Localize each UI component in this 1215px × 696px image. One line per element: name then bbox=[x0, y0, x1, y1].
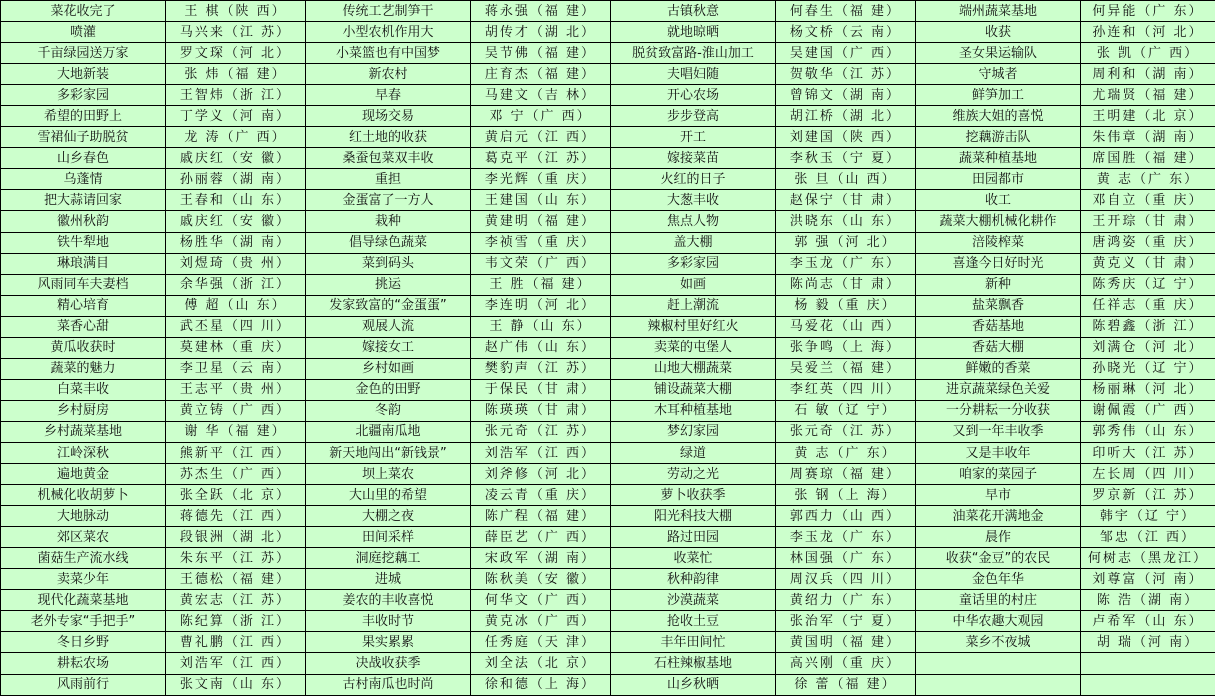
author-cell: 胡传才（湖 北） bbox=[471, 22, 611, 43]
title-cell: 新天地闯出“新钱景” bbox=[306, 442, 471, 463]
table-row bbox=[1, 127, 1215, 148]
title-cell: 石柱辣椒基地 bbox=[611, 653, 776, 674]
title-cell: 菌菇生产流水线 bbox=[1, 548, 166, 569]
table-row bbox=[1, 190, 1215, 211]
title-cell: 菜花收完了 bbox=[1, 1, 166, 22]
author-cell: 胡江桥（湖 北） bbox=[776, 106, 916, 127]
title-cell: 收菜忙 bbox=[611, 548, 776, 569]
table-row bbox=[1, 1, 1215, 22]
author-cell: 尤瑞贤（福 建） bbox=[1081, 85, 1215, 106]
title-cell: 火红的日子 bbox=[611, 169, 776, 190]
author-cell bbox=[1081, 653, 1215, 674]
author-cell: 刘建国（陕 西） bbox=[776, 127, 916, 148]
author-cell: 蒋永强（福 建） bbox=[471, 1, 611, 22]
title-cell: 蔬菜种植基地 bbox=[916, 148, 1081, 169]
author-cell: 傅 超（山 东） bbox=[166, 295, 306, 316]
table-row bbox=[1, 653, 1215, 674]
author-cell: 张元奇（江 苏） bbox=[776, 421, 916, 442]
title-cell: 耕耘农场 bbox=[1, 653, 166, 674]
title-cell: 传统工艺制笋干 bbox=[306, 1, 471, 22]
author-cell: 葛克平（江 苏） bbox=[471, 148, 611, 169]
author-cell: 陈碧鑫（浙 江） bbox=[1081, 316, 1215, 337]
author-cell: 龙 涛（广 西） bbox=[166, 127, 306, 148]
author-cell: 黄启元（江 西） bbox=[471, 127, 611, 148]
title-cell: 洞庭挖藕工 bbox=[306, 548, 471, 569]
title-cell bbox=[916, 674, 1081, 696]
author-cell: 王春和（山 东） bbox=[166, 190, 306, 211]
author-cell: 刘尊富（河 南） bbox=[1081, 569, 1215, 590]
title-cell: 圣女果运输队 bbox=[916, 43, 1081, 64]
author-cell: 高兴刚（重 庆） bbox=[776, 653, 916, 674]
author-cell: 左长周（四 川） bbox=[1081, 464, 1215, 485]
table-row bbox=[1, 442, 1215, 463]
author-cell: 于保民（甘 肃） bbox=[471, 379, 611, 400]
title-cell: 卖菜少年 bbox=[1, 569, 166, 590]
title-cell: 秋种韵律 bbox=[611, 569, 776, 590]
author-cell: 马建文（吉 林） bbox=[471, 85, 611, 106]
author-cell: 朱东平（江 苏） bbox=[166, 548, 306, 569]
author-cell: 邹忠（江 西） bbox=[1081, 527, 1215, 548]
author-cell: 张 凯（广 西） bbox=[1081, 43, 1215, 64]
title-cell: 古村南瓜也时尚 bbox=[306, 674, 471, 696]
title-cell: 郊区菜农 bbox=[1, 527, 166, 548]
author-cell: 洪晓东（山 东） bbox=[776, 211, 916, 232]
title-cell: 机械化收胡萝卜 bbox=[1, 485, 166, 506]
title-cell: 新种 bbox=[916, 274, 1081, 295]
table-row bbox=[1, 548, 1215, 569]
table-row bbox=[1, 506, 1215, 527]
title-cell: 晨作 bbox=[916, 527, 1081, 548]
title-cell: 果实累累 bbox=[306, 632, 471, 653]
title-cell: 琳琅满目 bbox=[1, 253, 166, 274]
title-cell: 现代化蔬菜基地 bbox=[1, 590, 166, 611]
author-cell: 马爱花（山 西） bbox=[776, 316, 916, 337]
table-row bbox=[1, 232, 1215, 253]
title-cell: 大葱丰收 bbox=[611, 190, 776, 211]
title-cell: 香菇基地 bbox=[916, 316, 1081, 337]
title-cell: 发家致富的“金蛋蛋” bbox=[306, 295, 471, 316]
table-row bbox=[1, 400, 1215, 421]
title-cell: 挑运 bbox=[306, 274, 471, 295]
title-cell: 油菜花开满地金 bbox=[916, 506, 1081, 527]
author-cell: 李秋玉（宁 夏） bbox=[776, 148, 916, 169]
author-cell: 何华文（广 西） bbox=[471, 590, 611, 611]
author-cell: 陈秋美（安 徽） bbox=[471, 569, 611, 590]
title-cell: 卖菜的屯堡人 bbox=[611, 337, 776, 358]
title-cell: 木耳种植基地 bbox=[611, 400, 776, 421]
table-row bbox=[1, 632, 1215, 653]
title-cell: 沙漠蔬菜 bbox=[611, 590, 776, 611]
title-cell: 冬韵 bbox=[306, 400, 471, 421]
author-cell: 郭西力（山 西） bbox=[776, 506, 916, 527]
author-cell: 谢佩霞（广 西） bbox=[1081, 400, 1215, 421]
author-cell: 王 棋（陕 西） bbox=[166, 1, 306, 22]
author-cell: 王德松（福 建） bbox=[166, 569, 306, 590]
title-cell: 倡导绿色蔬菜 bbox=[306, 232, 471, 253]
title-cell: 开心农场 bbox=[611, 85, 776, 106]
title-cell: 抢收土豆 bbox=[611, 611, 776, 632]
author-cell: 郭 强（河 北） bbox=[776, 232, 916, 253]
author-cell: 韩宇（辽 宁） bbox=[1081, 506, 1215, 527]
author-cell: 张 炜（福 建） bbox=[166, 64, 306, 85]
title-cell: 赶上潮流 bbox=[611, 295, 776, 316]
author-cell: 张 钢（上 海） bbox=[776, 485, 916, 506]
author-cell: 杨文桥（云 南） bbox=[776, 22, 916, 43]
author-cell: 蒋德先（江 西） bbox=[166, 506, 306, 527]
title-cell: 观展人流 bbox=[306, 316, 471, 337]
title-cell: 金蛋富了一方人 bbox=[306, 190, 471, 211]
author-cell: 周汉兵（四 川） bbox=[776, 569, 916, 590]
title-cell: 北疆南瓜地 bbox=[306, 421, 471, 442]
title-cell: 白菜丰收 bbox=[1, 379, 166, 400]
author-cell: 熊新平（江 西） bbox=[166, 442, 306, 463]
title-cell: 风雨同车夫妻档 bbox=[1, 274, 166, 295]
author-cell: 何树志（黑龙江） bbox=[1081, 548, 1215, 569]
author-cell: 李祯雪（重 庆） bbox=[471, 232, 611, 253]
author-cell: 吴建国（广 西） bbox=[776, 43, 916, 64]
title-cell: 雪裙仙子助脱贫 bbox=[1, 127, 166, 148]
title-cell: 大棚之夜 bbox=[306, 506, 471, 527]
title-cell: 乡村蔬菜基地 bbox=[1, 421, 166, 442]
table-row bbox=[1, 379, 1215, 400]
author-cell: 孙晓光（辽 宁） bbox=[1081, 358, 1215, 379]
author-cell: 吴节佛（福 建） bbox=[471, 43, 611, 64]
title-cell: 童话里的村庄 bbox=[916, 590, 1081, 611]
title-cell: 风雨前行 bbox=[1, 674, 166, 696]
title-cell: 山乡春色 bbox=[1, 148, 166, 169]
author-cell: 刘浩军（江 西） bbox=[471, 442, 611, 463]
title-cell: 徽州秋韵 bbox=[1, 211, 166, 232]
title-cell: 红土地的收获 bbox=[306, 127, 471, 148]
author-cell: 王开琮（甘 肃） bbox=[1081, 211, 1215, 232]
title-cell: 小型农机作用大 bbox=[306, 22, 471, 43]
author-cell: 周赛琼（福 建） bbox=[776, 464, 916, 485]
author-cell: 张全跃（北 京） bbox=[166, 485, 306, 506]
author-cell: 印听大（江 苏） bbox=[1081, 442, 1215, 463]
title-cell: 桑蚕包菜双丰收 bbox=[306, 148, 471, 169]
title-cell: 早春 bbox=[306, 85, 471, 106]
author-cell: 李玉龙（广 东） bbox=[776, 253, 916, 274]
author-cell: 刘浩军（江 西） bbox=[166, 653, 306, 674]
author-cell: 张文南（山 东） bbox=[166, 674, 306, 696]
title-cell: 鲜嫩的香菜 bbox=[916, 358, 1081, 379]
author-cell: 刘全法（北 京） bbox=[471, 653, 611, 674]
author-cell: 张 旦（山 西） bbox=[776, 169, 916, 190]
title-cell: 现场交易 bbox=[306, 106, 471, 127]
author-cell: 陈广程（福 建） bbox=[471, 506, 611, 527]
table-row bbox=[1, 485, 1215, 506]
title-cell: 盐菜飘香 bbox=[916, 295, 1081, 316]
title-cell: 大地新装 bbox=[1, 64, 166, 85]
author-cell: 李连明（河 北） bbox=[471, 295, 611, 316]
author-cell: 曹礼鹏（江 西） bbox=[166, 632, 306, 653]
author-cell: 徐 蕾（福 建） bbox=[776, 674, 916, 696]
title-cell: 如画 bbox=[611, 274, 776, 295]
table-row bbox=[1, 43, 1215, 64]
author-cell: 丁学义（河 南） bbox=[166, 106, 306, 127]
title-cell: 丰收时节 bbox=[306, 611, 471, 632]
author-cell: 黄克义（甘 肃） bbox=[1081, 253, 1215, 274]
title-cell: 涪陵榨菜 bbox=[916, 232, 1081, 253]
title-cell: 新农村 bbox=[306, 64, 471, 85]
table-row bbox=[1, 85, 1215, 106]
title-cell: 一分耕耘一分收获 bbox=[916, 400, 1081, 421]
author-cell: 王 胜（福 建） bbox=[471, 274, 611, 295]
table-row bbox=[1, 421, 1215, 442]
title-cell: 蔬菜的魅力 bbox=[1, 358, 166, 379]
table-row bbox=[1, 569, 1215, 590]
author-cell: 王志平（贵 州） bbox=[166, 379, 306, 400]
title-cell: 又到一年丰收季 bbox=[916, 421, 1081, 442]
author-cell: 黄宏志（江 苏） bbox=[166, 590, 306, 611]
author-cell: 庄育杰（福 建） bbox=[471, 64, 611, 85]
author-cell: 杨丽琳（河 北） bbox=[1081, 379, 1215, 400]
title-cell: 中华农趣大观园 bbox=[916, 611, 1081, 632]
author-cell: 李玉龙（广 东） bbox=[776, 527, 916, 548]
title-cell: 收工 bbox=[916, 190, 1081, 211]
author-cell: 黄 志（广 东） bbox=[776, 442, 916, 463]
title-cell: 收获“金豆”的农民 bbox=[916, 548, 1081, 569]
author-cell: 罗文琛（河 北） bbox=[166, 43, 306, 64]
author-cell: 杨 毅（重 庆） bbox=[776, 295, 916, 316]
author-cell: 邓 宁（广 西） bbox=[471, 106, 611, 127]
author-cell: 王建国（山 东） bbox=[471, 190, 611, 211]
author-cell: 何春生（福 建） bbox=[776, 1, 916, 22]
author-cell: 吴爱兰（福 建） bbox=[776, 358, 916, 379]
table-row bbox=[1, 295, 1215, 316]
author-cell: 唐鸿姿（重 庆） bbox=[1081, 232, 1215, 253]
author-cell: 黄建明（福 建） bbox=[471, 211, 611, 232]
table-row bbox=[1, 211, 1215, 232]
author-cell: 任祥志（重 庆） bbox=[1081, 295, 1215, 316]
title-cell: 多彩家园 bbox=[1, 85, 166, 106]
author-cell: 贺敬华（江 苏） bbox=[776, 64, 916, 85]
author-cell: 罗京新（江 苏） bbox=[1081, 485, 1215, 506]
author-cell: 薛臣艺（广 西） bbox=[471, 527, 611, 548]
title-cell: 遍地黄金 bbox=[1, 464, 166, 485]
title-cell: 进城 bbox=[306, 569, 471, 590]
title-cell: 精心培育 bbox=[1, 295, 166, 316]
title-cell: 焦点人物 bbox=[611, 211, 776, 232]
author-cell: 王 静（山 东） bbox=[471, 316, 611, 337]
title-cell: 黄瓜收获时 bbox=[1, 337, 166, 358]
author-cell: 韦文荣（广 西） bbox=[471, 253, 611, 274]
title-cell: 脱贫致富路-淮山加工 bbox=[611, 43, 776, 64]
title-cell: 进京蔬菜绿色关爱 bbox=[916, 379, 1081, 400]
title-cell: 千亩绿园送万家 bbox=[1, 43, 166, 64]
author-cell: 孙连和（河 北） bbox=[1081, 22, 1215, 43]
title-cell: 把大蒜请回家 bbox=[1, 190, 166, 211]
title-cell: 决战收获季 bbox=[306, 653, 471, 674]
title-cell: 绿道 bbox=[611, 442, 776, 463]
author-cell: 席国胜（福 建） bbox=[1081, 148, 1215, 169]
table-row bbox=[1, 169, 1215, 190]
title-cell: 江岭深秋 bbox=[1, 442, 166, 463]
author-cell: 卢希军（山 东） bbox=[1081, 611, 1215, 632]
title-cell: 劳动之光 bbox=[611, 464, 776, 485]
table-row bbox=[1, 337, 1215, 358]
author-cell: 段银洲（湖 北） bbox=[166, 527, 306, 548]
author-cell: 黄克冰（广 西） bbox=[471, 611, 611, 632]
author-cell: 曾锦文（湖 南） bbox=[776, 85, 916, 106]
author-cell: 林国强（广 东） bbox=[776, 548, 916, 569]
author-cell: 赵广伟（山 东） bbox=[471, 337, 611, 358]
author-cell: 黄国明（福 建） bbox=[776, 632, 916, 653]
author-cell: 刘斧修（河 北） bbox=[471, 464, 611, 485]
author-cell: 莫建林（重 庆） bbox=[166, 337, 306, 358]
author-cell: 李卫星（云 南） bbox=[166, 358, 306, 379]
title-cell: 田园都市 bbox=[916, 169, 1081, 190]
author-cell: 赵保宁（甘 肃） bbox=[776, 190, 916, 211]
title-cell: 乌蓬情 bbox=[1, 169, 166, 190]
author-cell: 陈秀庆（辽 宁） bbox=[1081, 274, 1215, 295]
title-cell: 菜乡不夜城 bbox=[916, 632, 1081, 653]
title-cell: 铺设蔬菜大棚 bbox=[611, 379, 776, 400]
title-cell: 路过田园 bbox=[611, 527, 776, 548]
title-cell: 就地晾晒 bbox=[611, 22, 776, 43]
title-cell: 丰年田间忙 bbox=[611, 632, 776, 653]
title-cell: 栽种 bbox=[306, 211, 471, 232]
table-row bbox=[1, 316, 1215, 337]
title-cell: 姜农的丰收喜悦 bbox=[306, 590, 471, 611]
table-row bbox=[1, 22, 1215, 43]
author-cell: 杨胜华（湖 南） bbox=[166, 232, 306, 253]
author-cell: 陈瑛瑛（甘 肃） bbox=[471, 400, 611, 421]
title-cell: 盖大棚 bbox=[611, 232, 776, 253]
table-row bbox=[1, 590, 1215, 611]
author-cell: 刘满仓（河 北） bbox=[1081, 337, 1215, 358]
author-cell: 戚庆红（安 徽） bbox=[166, 211, 306, 232]
title-cell: 喜逢今日好时光 bbox=[916, 253, 1081, 274]
author-cell: 黄立铸（广 西） bbox=[166, 400, 306, 421]
title-cell: 咱家的菜园子 bbox=[916, 464, 1081, 485]
table-row bbox=[1, 253, 1215, 274]
table-row bbox=[1, 274, 1215, 295]
title-cell: 维族大姐的喜悦 bbox=[916, 106, 1081, 127]
author-cell: 凌云青（重 庆） bbox=[471, 485, 611, 506]
author-cell: 苏杰生（广 西） bbox=[166, 464, 306, 485]
table-row bbox=[1, 106, 1215, 127]
title-cell: 阳光科技大棚 bbox=[611, 506, 776, 527]
title-cell: 冬日乡野 bbox=[1, 632, 166, 653]
author-cell: 余华强（浙 江） bbox=[166, 274, 306, 295]
author-cell: 樊豹声（江 苏） bbox=[471, 358, 611, 379]
author-cell: 宋政军（湖 南） bbox=[471, 548, 611, 569]
author-cell: 王智炜（浙 江） bbox=[166, 85, 306, 106]
author-cell: 孙丽蓉（湖 南） bbox=[166, 169, 306, 190]
title-cell: 挖藕游击队 bbox=[916, 127, 1081, 148]
title-cell: 金色的田野 bbox=[306, 379, 471, 400]
title-cell: 铁牛犁地 bbox=[1, 232, 166, 253]
title-cell: 大山里的希望 bbox=[306, 485, 471, 506]
table-row bbox=[1, 527, 1215, 548]
title-cell: 坝上菜农 bbox=[306, 464, 471, 485]
author-cell: 武丕星（四 川） bbox=[166, 316, 306, 337]
author-cell: 张治军（宁 夏） bbox=[776, 611, 916, 632]
title-cell: 萝卜收获季 bbox=[611, 485, 776, 506]
author-cell: 戚庆红（安 徽） bbox=[166, 148, 306, 169]
title-cell: 喷灌 bbox=[1, 22, 166, 43]
table-row bbox=[1, 464, 1215, 485]
author-cell: 邓自立（重 庆） bbox=[1081, 190, 1215, 211]
author-cell: 黄 志（广 东） bbox=[1081, 169, 1215, 190]
author-cell: 何异能（广 东） bbox=[1081, 1, 1215, 22]
title-cell: 蔬菜大棚机械化耕作 bbox=[916, 211, 1081, 232]
author-cell: 刘煜琦（贵 州） bbox=[166, 253, 306, 274]
author-cell: 陈尚志（甘 肃） bbox=[776, 274, 916, 295]
author-cell: 李光辉（重 庆） bbox=[471, 169, 611, 190]
title-cell: 菜到码头 bbox=[306, 253, 471, 274]
author-cell: 陈纪算（浙 江） bbox=[166, 611, 306, 632]
title-cell: 大地脉动 bbox=[1, 506, 166, 527]
title-cell: 老外专家“手把手” bbox=[1, 611, 166, 632]
author-cell: 朱伟章（湖 南） bbox=[1081, 127, 1215, 148]
author-cell: 谢 华（福 建） bbox=[166, 421, 306, 442]
title-cell bbox=[916, 653, 1081, 674]
title-cell: 嫁接菜苗 bbox=[611, 148, 776, 169]
title-cell: 端州蔬菜基地 bbox=[916, 1, 1081, 22]
title-cell: 步步登高 bbox=[611, 106, 776, 127]
title-cell: 小菜篮也有中国梦 bbox=[306, 43, 471, 64]
title-cell: 重担 bbox=[306, 169, 471, 190]
title-cell: 希望的田野上 bbox=[1, 106, 166, 127]
title-cell: 鲜笋加工 bbox=[916, 85, 1081, 106]
author-cell: 陈 浩（湖 南） bbox=[1081, 590, 1215, 611]
table-body bbox=[1, 1, 1215, 696]
table-row bbox=[1, 358, 1215, 379]
title-cell: 乡村如画 bbox=[306, 358, 471, 379]
author-cell: 胡 瑞（河 南） bbox=[1081, 632, 1215, 653]
author-cell: 王明建（北 京） bbox=[1081, 106, 1215, 127]
title-cell: 香菇大棚 bbox=[916, 337, 1081, 358]
table-row bbox=[1, 148, 1215, 169]
author-cell: 马兴来（江 苏） bbox=[166, 22, 306, 43]
title-cell: 金色年华 bbox=[916, 569, 1081, 590]
title-cell: 又是丰收年 bbox=[916, 442, 1081, 463]
title-cell: 多彩家园 bbox=[611, 253, 776, 274]
author-cell: 任秀庭（天 津） bbox=[471, 632, 611, 653]
table-row bbox=[1, 611, 1215, 632]
author-cell: 张元奇（江 苏） bbox=[471, 421, 611, 442]
author-cell: 郭秀伟（山 东） bbox=[1081, 421, 1215, 442]
author-cell: 周利和（湖 南） bbox=[1081, 64, 1215, 85]
author-cell: 徐和德（上 海） bbox=[471, 674, 611, 696]
title-cell: 山乡秋晒 bbox=[611, 674, 776, 696]
title-cell: 夫唱妇随 bbox=[611, 64, 776, 85]
title-cell: 早市 bbox=[916, 485, 1081, 506]
author-cell: 李红英（四 川） bbox=[776, 379, 916, 400]
author-cell: 黄绍力（广 东） bbox=[776, 590, 916, 611]
table-row bbox=[1, 674, 1215, 696]
title-cell: 开工 bbox=[611, 127, 776, 148]
title-cell: 守城者 bbox=[916, 64, 1081, 85]
title-cell: 乡村厨房 bbox=[1, 400, 166, 421]
title-cell: 辣椒村里好红火 bbox=[611, 316, 776, 337]
author-cell: 石 敏（辽 宁） bbox=[776, 400, 916, 421]
title-cell: 山地大棚蔬菜 bbox=[611, 358, 776, 379]
table-row bbox=[1, 64, 1215, 85]
title-cell: 古镇秋意 bbox=[611, 1, 776, 22]
title-cell: 嫁接女工 bbox=[306, 337, 471, 358]
title-cell: 收获 bbox=[916, 22, 1081, 43]
author-cell bbox=[1081, 674, 1215, 696]
title-cell: 梦幻家园 bbox=[611, 421, 776, 442]
author-cell: 张争鸣（上 海） bbox=[776, 337, 916, 358]
title-cell: 菜香心甜 bbox=[1, 316, 166, 337]
title-cell: 田间采样 bbox=[306, 527, 471, 548]
